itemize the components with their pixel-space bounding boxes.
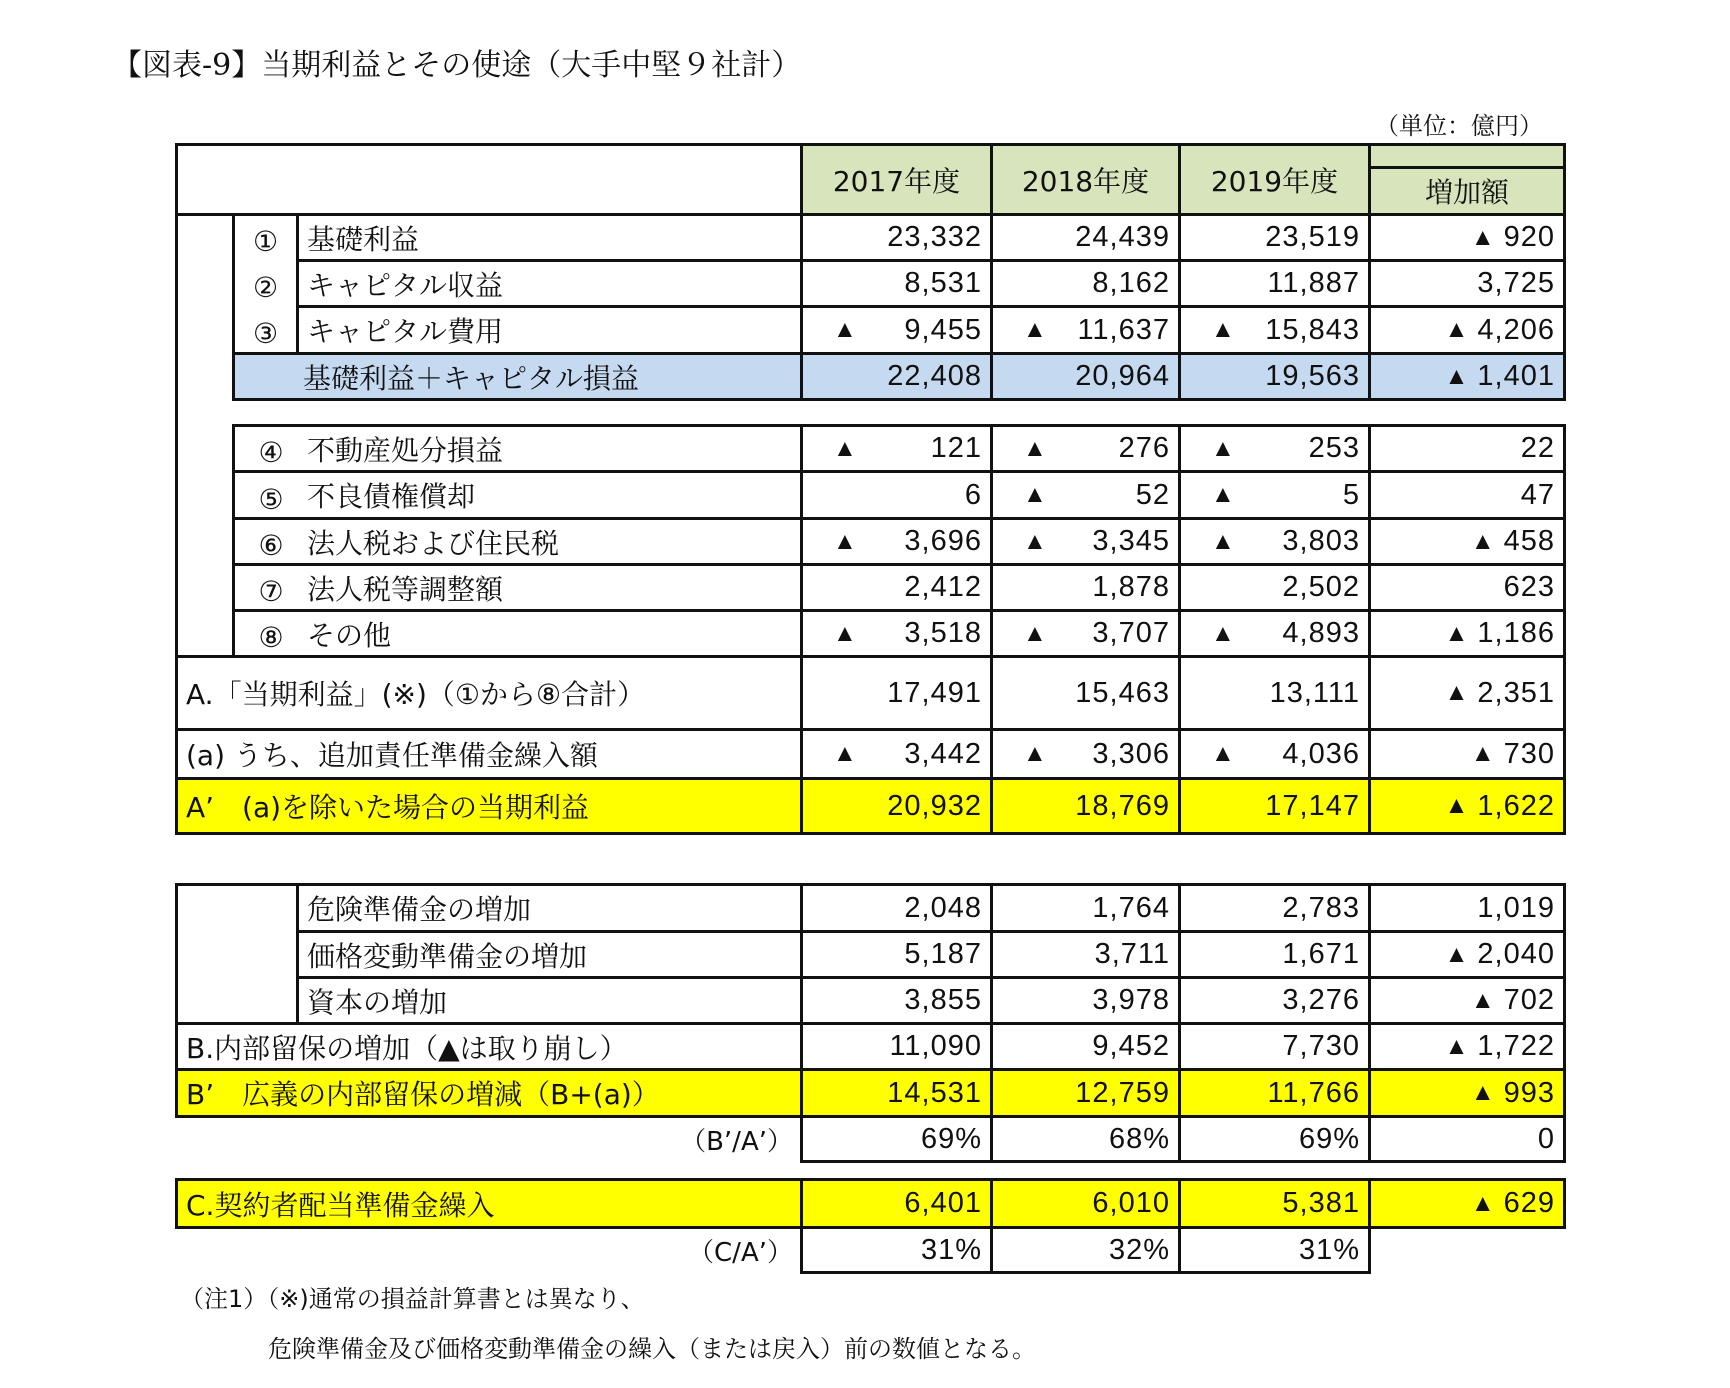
value-cell	[800, 305, 993, 355]
cell-value: 22	[1520, 432, 1555, 464]
negative-triangle-icon: ▲	[1023, 434, 1048, 462]
ratio-B-label: （B’/A’）	[680, 1126, 793, 1157]
section-gap	[800, 401, 1566, 424]
value-cell	[990, 655, 1181, 731]
cell-value: 23,332	[887, 221, 982, 253]
value-cell	[800, 976, 993, 1025]
cell-value: 993	[1503, 1076, 1555, 1109]
cell-value: 5,187	[904, 938, 982, 970]
value-cell	[990, 930, 1181, 979]
value-cell	[990, 563, 1181, 612]
cell-value: 2,048	[904, 891, 982, 924]
value-cell	[800, 1226, 993, 1274]
value-cell	[990, 777, 1181, 835]
increase-cell	[1368, 1022, 1566, 1071]
negative-triangle-icon: ▲	[833, 740, 858, 767]
row-number: ③	[252, 317, 279, 350]
cell-value: 920	[1503, 221, 1555, 253]
negative-triangle-icon: ▲	[1444, 362, 1470, 390]
value-cell	[1178, 1022, 1371, 1071]
negative-triangle-icon: ▲	[1444, 940, 1470, 968]
value-cell	[800, 259, 993, 308]
cell-value: 9,455	[904, 313, 982, 346]
row-label-text: 法人税等調整額	[307, 572, 504, 606]
page-title: 【図表-9】当期利益とその使途（大手中堅９社計）	[112, 48, 802, 83]
row-label	[232, 470, 803, 520]
increase-cell	[1368, 259, 1566, 308]
value-cell	[800, 883, 993, 933]
row-number: ⑥	[258, 529, 284, 562]
cell-value: 8,162	[1092, 267, 1170, 299]
value-cell	[1178, 1178, 1371, 1229]
value-cell	[1178, 1226, 1371, 1274]
negative-triangle-icon: ▲	[1023, 316, 1048, 343]
cell-value: 9,452	[1092, 1030, 1170, 1062]
cell-value: 6,401	[904, 1187, 982, 1219]
reserve-row-label: 価格変動準備金の増加	[296, 930, 803, 979]
cell-value: 69%	[1298, 1122, 1360, 1155]
cell-value: 19,563	[1265, 360, 1360, 392]
cell-value: 3,711	[1094, 938, 1170, 970]
cell-value: 13,111	[1269, 676, 1360, 709]
negative-triangle-icon: ▲	[1023, 619, 1048, 647]
cell-value: 1,878	[1092, 571, 1170, 603]
cell-value: 3,306	[1092, 737, 1170, 770]
cell-value: 12,759	[1075, 1076, 1170, 1109]
value-cell	[1178, 424, 1371, 473]
value-cell	[990, 305, 1181, 355]
value-cell	[990, 1226, 1181, 1274]
negative-triangle-icon: ▲	[1023, 527, 1048, 555]
value-cell	[800, 213, 993, 262]
negative-triangle-icon: ▲	[1444, 619, 1470, 647]
cell-value: 4,206	[1477, 313, 1555, 346]
value-cell	[990, 259, 1181, 308]
negative-triangle-icon: ▲	[1470, 223, 1496, 251]
cell-value: 1,019	[1477, 891, 1555, 924]
cell-value: 6	[964, 478, 982, 511]
value-cell	[1178, 470, 1371, 520]
value-cell	[800, 930, 993, 979]
cell-value: 11,887	[1267, 267, 1360, 299]
cell-value: 14,531	[887, 1076, 982, 1109]
value-cell	[800, 1115, 993, 1163]
row-label	[232, 517, 803, 566]
cell-value: 8,531	[904, 267, 982, 299]
cell-value: 3,707	[1092, 617, 1170, 649]
cell-value: 17,147	[1265, 789, 1360, 822]
increase-cell	[1368, 930, 1566, 979]
cell-value: 3,345	[1092, 525, 1170, 557]
increase-cell	[1368, 517, 1566, 566]
increase-cell	[1368, 1115, 1566, 1163]
increase-cell	[1368, 305, 1566, 355]
negative-triangle-icon: ▲	[1211, 740, 1236, 767]
cell-value: 17,491	[887, 676, 982, 709]
cell-value: 276	[1118, 432, 1170, 464]
row-number: ⑤	[258, 482, 284, 516]
negative-triangle-icon: ▲	[1211, 481, 1236, 508]
cell-value: 1,622	[1477, 789, 1555, 822]
cell-value: 31%	[1298, 1233, 1360, 1266]
cell-value: 3,442	[904, 737, 982, 770]
value-cell	[1178, 517, 1371, 566]
value-cell	[1178, 259, 1371, 308]
cell-value: 3,803	[1282, 525, 1360, 557]
cell-value: 18,769	[1075, 789, 1170, 822]
increase-cell	[1368, 470, 1566, 520]
cell-value: 47	[1520, 478, 1555, 511]
value-cell	[800, 655, 993, 731]
cell-value: 3,696	[904, 525, 982, 557]
value-cell	[990, 728, 1181, 780]
cell-value: 68%	[1108, 1122, 1170, 1155]
additional-reserve-label: (a) うち、追加責任準備金繰入額	[175, 728, 803, 780]
cell-value: 22,408	[887, 360, 982, 392]
negative-triangle-icon: ▲	[1023, 740, 1048, 767]
cell-value: 52	[1135, 478, 1170, 511]
row-number: ②	[252, 270, 279, 304]
row-label-text: その他	[307, 618, 392, 652]
cell-value: 1,671	[1282, 938, 1360, 970]
value-cell	[1178, 609, 1371, 658]
row-number: ⑦	[258, 575, 284, 608]
footnote-1: （注1）（※)通常の損益計算書とは異なり、	[180, 1285, 645, 1313]
negative-triangle-icon: ▲	[1470, 986, 1496, 1014]
negative-triangle-icon: ▲	[1444, 679, 1470, 706]
negative-triangle-icon: ▲	[833, 619, 858, 647]
negative-triangle-icon: ▲	[1444, 316, 1470, 343]
negative-triangle-icon: ▲	[833, 316, 858, 343]
value-cell	[990, 1115, 1181, 1163]
cell-value: 2,502	[1282, 571, 1360, 603]
col-header-2018: 2018年度	[990, 143, 1181, 216]
negative-triangle-icon: ▲	[1470, 527, 1496, 555]
row-label	[232, 609, 803, 658]
value-cell	[800, 777, 993, 835]
value-cell	[1178, 213, 1371, 262]
cell-value: 1,764	[1092, 891, 1170, 924]
value-cell	[990, 976, 1181, 1025]
increase-cell	[1368, 655, 1566, 731]
increase-cell	[1368, 213, 1566, 262]
cell-value: 629	[1503, 1187, 1555, 1219]
col-header-2017: 2017年度	[800, 143, 993, 216]
row-number: ①	[252, 224, 279, 258]
cell-value: 5,381	[1282, 1187, 1360, 1219]
negative-triangle-icon: ▲	[1023, 481, 1048, 508]
total-A-prime-label: A’ (a)を除いた場合の当期利益	[175, 777, 803, 835]
cell-value: 3,518	[904, 617, 982, 649]
value-cell	[800, 352, 993, 401]
value-cell	[800, 1178, 993, 1229]
negative-triangle-icon: ▲	[1211, 527, 1236, 555]
value-cell	[1178, 352, 1371, 401]
value-cell	[990, 1178, 1181, 1229]
cell-value: 6,010	[1092, 1187, 1170, 1219]
value-cell	[1178, 728, 1371, 780]
value-cell	[990, 470, 1181, 520]
value-cell	[800, 609, 993, 658]
value-cell	[1178, 976, 1371, 1025]
subtotal-label: 基礎利益＋キャピタル損益	[232, 352, 803, 401]
value-cell	[990, 609, 1181, 658]
cell-value: 623	[1503, 571, 1555, 603]
cell-value: 7,730	[1282, 1030, 1360, 1062]
row-label: 基礎利益	[296, 213, 803, 262]
value-cell	[1178, 563, 1371, 612]
cell-value: 1,722	[1477, 1030, 1555, 1062]
increase-cell	[1368, 883, 1566, 933]
increase-cell	[1368, 563, 1566, 612]
negative-triangle-icon: ▲	[1470, 1189, 1496, 1217]
reserve-row-label: 危険準備金の増加	[296, 883, 803, 933]
row-label	[232, 563, 803, 612]
cell-value: 4,893	[1282, 617, 1360, 649]
header-blank	[175, 143, 803, 216]
negative-triangle-icon: ▲	[1444, 792, 1470, 819]
footnote-2: 危険準備金及び価格変動準備金の繰入（または戻入）前の数値となる。	[268, 1335, 1036, 1363]
cell-value: 5	[1342, 478, 1360, 511]
value-cell	[800, 1068, 993, 1118]
value-cell	[800, 424, 993, 473]
unit-label: （単位：億円）	[1375, 112, 1543, 140]
cell-value: 24,439	[1075, 221, 1170, 253]
increase-cell	[1368, 424, 1566, 473]
cell-value: 3,725	[1477, 267, 1555, 299]
cell-value: 0	[1537, 1122, 1555, 1155]
cell-value: 2,040	[1477, 938, 1555, 970]
value-cell	[800, 1022, 993, 1071]
ratio-C-label: （C/A’）	[688, 1237, 793, 1268]
negative-triangle-icon: ▲	[1211, 619, 1236, 647]
value-cell	[990, 213, 1181, 262]
increase-cell	[1368, 1178, 1566, 1229]
cell-value: 20,964	[1075, 360, 1170, 392]
increase-cell	[1368, 1068, 1566, 1118]
cell-value: 1,186	[1477, 617, 1555, 649]
increase-cell	[1368, 352, 1566, 401]
value-cell	[990, 517, 1181, 566]
cell-value: 253	[1308, 432, 1360, 464]
value-cell	[1178, 930, 1371, 979]
total-A-label: A.「当期利益」(※)（①から⑧合計）	[175, 655, 803, 731]
row-label: キャピタル収益	[296, 259, 803, 308]
cell-value: 2,412	[904, 571, 982, 603]
total-C-label: C.契約者配当準備金繰入	[175, 1178, 803, 1229]
value-cell	[800, 728, 993, 780]
value-cell	[990, 1068, 1181, 1118]
block2-left-blank	[175, 883, 299, 1025]
cell-value: 2,351	[1477, 676, 1555, 709]
cell-value: 15,463	[1075, 676, 1170, 709]
cell-value: 458	[1503, 525, 1555, 557]
cell-value: 11,090	[889, 1030, 982, 1062]
value-cell	[1178, 1068, 1371, 1118]
cell-value: 4,036	[1282, 737, 1360, 770]
value-cell	[1178, 883, 1371, 933]
row-label-text: 法人税および住民税	[307, 526, 560, 560]
negative-triangle-icon: ▲	[1211, 434, 1236, 462]
value-cell	[1178, 1115, 1371, 1163]
negative-triangle-icon: ▲	[1211, 316, 1236, 343]
cell-value: 730	[1503, 737, 1555, 770]
cell-value: 1,401	[1477, 360, 1555, 392]
value-cell	[800, 563, 993, 612]
increase-cell	[1368, 777, 1566, 835]
cell-value: 23,519	[1265, 221, 1360, 253]
col-header-2019: 2019年度	[1178, 143, 1371, 216]
value-cell	[800, 470, 993, 520]
value-cell	[990, 883, 1181, 933]
value-cell	[1178, 655, 1371, 731]
row-number: ④	[258, 436, 284, 469]
cell-value: 702	[1503, 984, 1555, 1016]
increase-cell	[1368, 728, 1566, 780]
reserve-row-label: 資本の増加	[296, 976, 803, 1025]
col-header-increase: 増加額	[1368, 166, 1566, 216]
total-B-label: B.内部留保の増加（▲は取り崩し）	[175, 1022, 803, 1071]
cell-value: 121	[930, 432, 982, 464]
cell-value: 32%	[1108, 1233, 1170, 1266]
increase-cell	[1368, 609, 1566, 658]
negative-triangle-icon: ▲	[1470, 1079, 1496, 1106]
cell-value: 3,855	[904, 984, 982, 1016]
value-cell	[990, 1022, 1181, 1071]
value-cell	[990, 424, 1181, 473]
row-label	[232, 424, 803, 473]
row-label-text: 不動産処分損益	[307, 433, 504, 467]
row-label-text: 不良債権償却	[307, 480, 476, 513]
negative-triangle-icon: ▲	[833, 527, 858, 555]
cell-value: 11,766	[1267, 1076, 1360, 1109]
increase-cell	[1368, 976, 1566, 1025]
negative-triangle-icon: ▲	[1470, 740, 1496, 767]
value-cell	[800, 517, 993, 566]
value-cell	[990, 352, 1181, 401]
cell-value: 3,978	[1092, 984, 1170, 1016]
value-cell	[1178, 305, 1371, 355]
row-label: キャピタル費用	[296, 305, 803, 355]
cell-value: 3,276	[1282, 984, 1360, 1016]
row-number: ⑧	[258, 621, 284, 654]
cell-value: 20,932	[887, 789, 982, 822]
cell-value: 2,783	[1282, 891, 1360, 924]
total-B-prime-label: B’ 広義の内部留保の増減（B+(a)）	[175, 1068, 803, 1118]
cell-value: 69%	[920, 1122, 982, 1155]
cell-value: 31%	[920, 1233, 982, 1266]
cell-value: 15,843	[1265, 313, 1360, 346]
negative-triangle-icon: ▲	[1444, 1032, 1470, 1060]
negative-triangle-icon: ▲	[833, 434, 858, 462]
cell-value: 11,637	[1077, 313, 1170, 346]
value-cell	[1178, 777, 1371, 835]
